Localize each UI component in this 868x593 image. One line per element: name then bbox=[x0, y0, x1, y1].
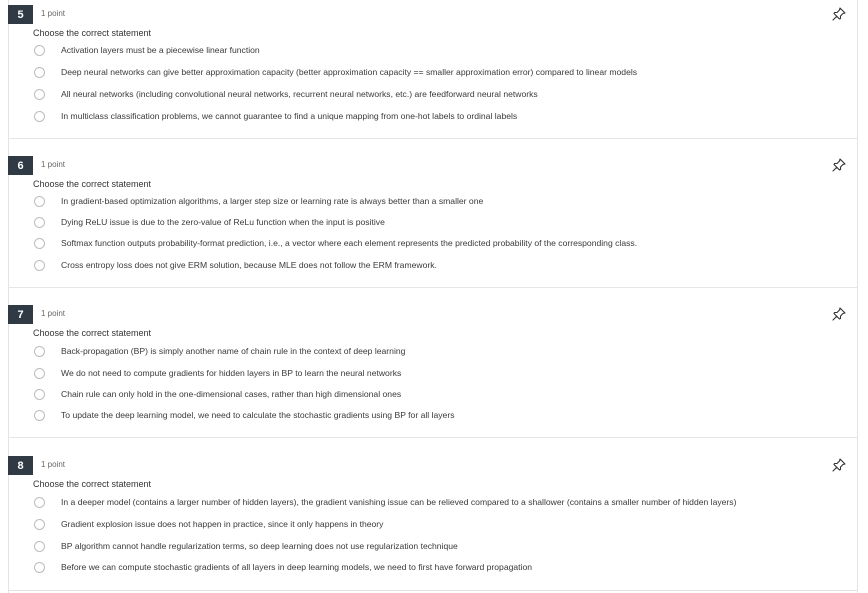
radio-button[interactable] bbox=[34, 196, 45, 207]
option-label: Chain rule can only hold in the one-dimensional cases, rather than high dimensional ones bbox=[61, 389, 402, 399]
answer-option[interactable] bbox=[34, 494, 736, 510]
question-points: 1 point bbox=[41, 160, 66, 169]
answer-option[interactable] bbox=[34, 257, 437, 273]
radio-button[interactable] bbox=[34, 67, 45, 78]
radio-button[interactable] bbox=[34, 217, 45, 228]
option-label: To update the deep learning model, we need to calculate the stochastic gradients using BP for all layers bbox=[61, 410, 455, 420]
pin-icon[interactable] bbox=[832, 458, 846, 472]
radio-button[interactable] bbox=[34, 111, 45, 122]
answer-option[interactable] bbox=[34, 235, 637, 251]
answer-option[interactable] bbox=[34, 193, 483, 209]
question-number-badge: 5 bbox=[8, 5, 33, 24]
question-prompt: Choose the correct statement bbox=[33, 179, 152, 189]
question-points: 1 point bbox=[41, 460, 66, 469]
pin-icon[interactable] bbox=[832, 307, 846, 321]
option-label: Before we can compute stochastic gradients of all layers in deep learning models, we need to first have forward propagation bbox=[61, 562, 533, 572]
question-points: 1 point bbox=[41, 309, 66, 318]
answer-option[interactable] bbox=[34, 86, 538, 102]
answer-option[interactable] bbox=[34, 516, 383, 532]
option-label: In a deeper model (contains a larger number of hidden layers), the gradient vanishing issue can be relieved compared to a shallower (contains a smaller number of hidden layers) bbox=[61, 497, 737, 507]
radio-button[interactable] bbox=[34, 89, 45, 100]
radio-button[interactable] bbox=[34, 368, 45, 379]
answer-option[interactable] bbox=[34, 407, 455, 423]
radio-button[interactable] bbox=[34, 389, 45, 400]
divider bbox=[8, 590, 858, 591]
option-label: Deep neural networks can give better approximation capacity (better approximation capacity == smaller approximation error) compared to linear models bbox=[61, 67, 638, 77]
question-5 bbox=[8, 2, 858, 139]
radio-button[interactable] bbox=[34, 45, 45, 56]
radio-button[interactable] bbox=[34, 260, 45, 271]
option-label: All neural networks (including convolutional neural networks, recurrent neural networks, etc.) are feedforward neural networks bbox=[61, 89, 538, 99]
answer-option[interactable] bbox=[34, 538, 458, 554]
pin-icon[interactable] bbox=[832, 158, 846, 172]
radio-button[interactable] bbox=[34, 519, 45, 530]
answer-option[interactable] bbox=[34, 559, 532, 575]
answer-option[interactable] bbox=[34, 386, 401, 402]
option-label: Cross entropy loss does not give ERM solution, because MLE does not follow the ERM framework. bbox=[61, 260, 437, 270]
answer-option[interactable] bbox=[34, 64, 637, 80]
question-6 bbox=[8, 153, 858, 288]
question-number-badge: 6 bbox=[8, 156, 33, 175]
answer-option[interactable] bbox=[34, 343, 405, 359]
option-label: In multiclass classification problems, we cannot guarantee to find a unique mapping from one-hot labels to ordinal labels bbox=[61, 111, 518, 121]
answer-option[interactable] bbox=[34, 108, 517, 124]
option-label: Gradient explosion issue does not happen in practice, since it only happens in theory bbox=[61, 519, 384, 529]
option-label: Softmax function outputs probability-format prediction, i.e., a vector where each element represents the predicted probability of the corresponding class. bbox=[61, 238, 638, 248]
question-7 bbox=[8, 302, 858, 438]
option-label: Dying ReLU issue is due to the zero-value of ReLu function when the input is positive bbox=[61, 217, 385, 227]
option-label: In gradient-based optimization algorithms, a larger step size or learning rate is always better than a smaller one bbox=[61, 196, 484, 206]
answer-option[interactable] bbox=[34, 42, 260, 58]
radio-button[interactable] bbox=[34, 562, 45, 573]
pin-icon[interactable] bbox=[832, 7, 846, 21]
radio-button[interactable] bbox=[34, 497, 45, 508]
question-8 bbox=[8, 453, 858, 590]
answer-option[interactable] bbox=[34, 214, 385, 230]
radio-button[interactable] bbox=[34, 346, 45, 357]
option-label: Activation layers must be a piecewise linear function bbox=[61, 45, 260, 55]
radio-button[interactable] bbox=[34, 238, 45, 249]
radio-button[interactable] bbox=[34, 410, 45, 421]
question-prompt: Choose the correct statement bbox=[33, 28, 152, 38]
question-number-badge: 8 bbox=[8, 456, 33, 475]
question-points: 1 point bbox=[41, 9, 66, 18]
question-number-badge: 7 bbox=[8, 305, 33, 324]
option-label: We do not need to compute gradients for hidden layers in BP to learn the neural networks bbox=[61, 368, 402, 378]
option-label: Back-propagation (BP) is simply another name of chain rule in the context of deep learning bbox=[61, 346, 406, 356]
question-prompt: Choose the correct statement bbox=[33, 479, 152, 489]
radio-button[interactable] bbox=[34, 541, 45, 552]
option-label: BP algorithm cannot handle regularization terms, so deep learning does not use regularization technique bbox=[61, 541, 458, 551]
answer-option[interactable] bbox=[34, 365, 401, 381]
question-prompt: Choose the correct statement bbox=[33, 328, 152, 338]
